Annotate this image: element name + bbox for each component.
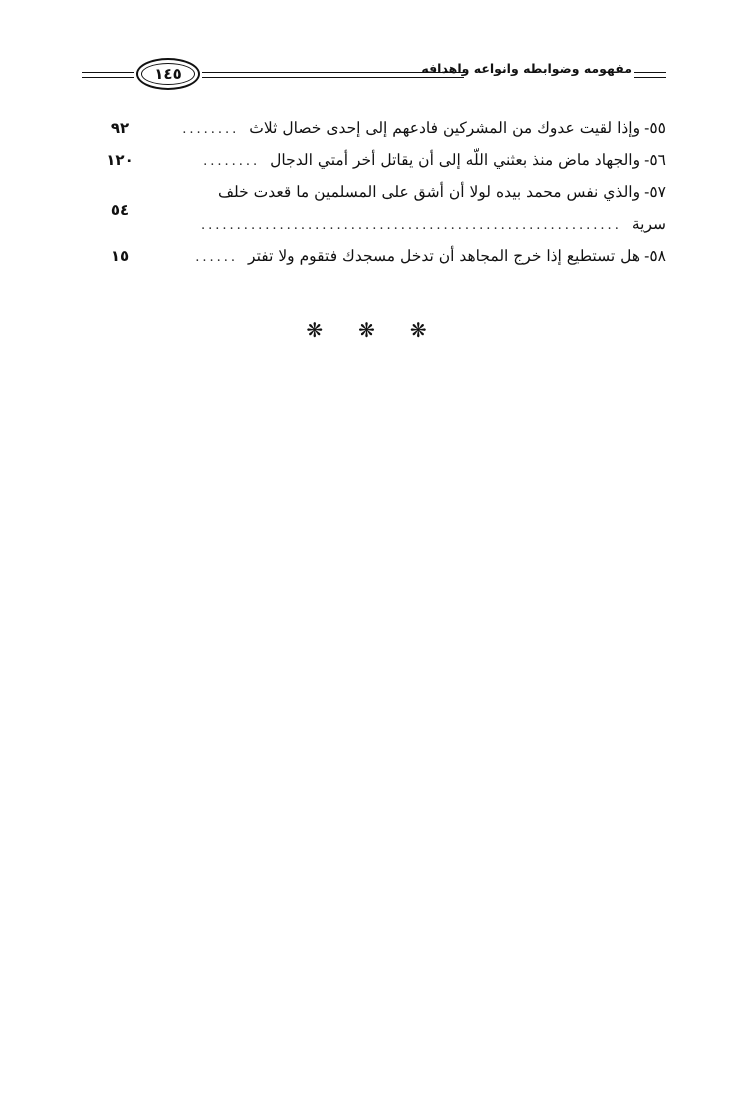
entry-number: ٥٨- xyxy=(644,247,666,265)
index-entry xyxy=(100,176,666,208)
page-reference: ٥٤ xyxy=(110,201,130,219)
entry-text: والجهاد ماض منذ بعثني اللّه إلى أن يقاتل أخر أمتي الدجال xyxy=(270,151,641,169)
page-number-oval xyxy=(136,58,200,90)
entry-body xyxy=(100,176,666,208)
entry-number: ٥٦- xyxy=(644,151,666,169)
entry-body xyxy=(166,240,666,274)
dot-leader: ........ xyxy=(182,122,240,137)
page-number: ١٤٥ xyxy=(154,65,182,83)
dot-leader: ...... xyxy=(195,250,239,265)
index-entry-continuation xyxy=(100,201,666,240)
header-rule xyxy=(634,77,666,78)
entry-text-continuation: سرية xyxy=(631,215,666,233)
entry-body xyxy=(166,112,666,146)
index-entry xyxy=(100,144,666,176)
header-rule xyxy=(82,72,134,73)
index-entries xyxy=(100,112,666,272)
entry-body xyxy=(166,208,666,242)
page-header xyxy=(82,58,662,94)
entry-text: والذي نفس محمد بيده لولا أن أشق على المسلمين ما قعدت خلف xyxy=(217,183,641,201)
page-reference: ١٢٠ xyxy=(106,151,134,169)
section-separator: ❋ ❋ ❋ xyxy=(306,318,441,342)
entry-text: هل تستطيع إذا خرج المجاهد أن تدخل مسجدك فتقوم ولا تفتر xyxy=(248,247,641,265)
entry-text: وإذا لقيت عدوك من المشركين فادعهم إلى إحدى خصال ثلاث xyxy=(249,119,641,137)
running-title: مفهومه وضوابطه وانواعه واهدافه xyxy=(421,61,632,76)
page-reference: ٩٢ xyxy=(110,119,130,137)
dot-leader: ........ xyxy=(203,154,261,169)
header-rule xyxy=(82,77,134,78)
header-rule xyxy=(634,72,666,73)
entry-number: ٥٧- xyxy=(644,183,666,201)
dot-leader: ........................................................... xyxy=(201,218,622,233)
header-rule xyxy=(202,77,464,78)
index-entry xyxy=(100,240,666,272)
entry-number: ٥٥- xyxy=(644,119,666,137)
page-reference: ١٥ xyxy=(110,247,130,265)
index-entry xyxy=(100,112,666,144)
entry-body xyxy=(166,144,666,178)
